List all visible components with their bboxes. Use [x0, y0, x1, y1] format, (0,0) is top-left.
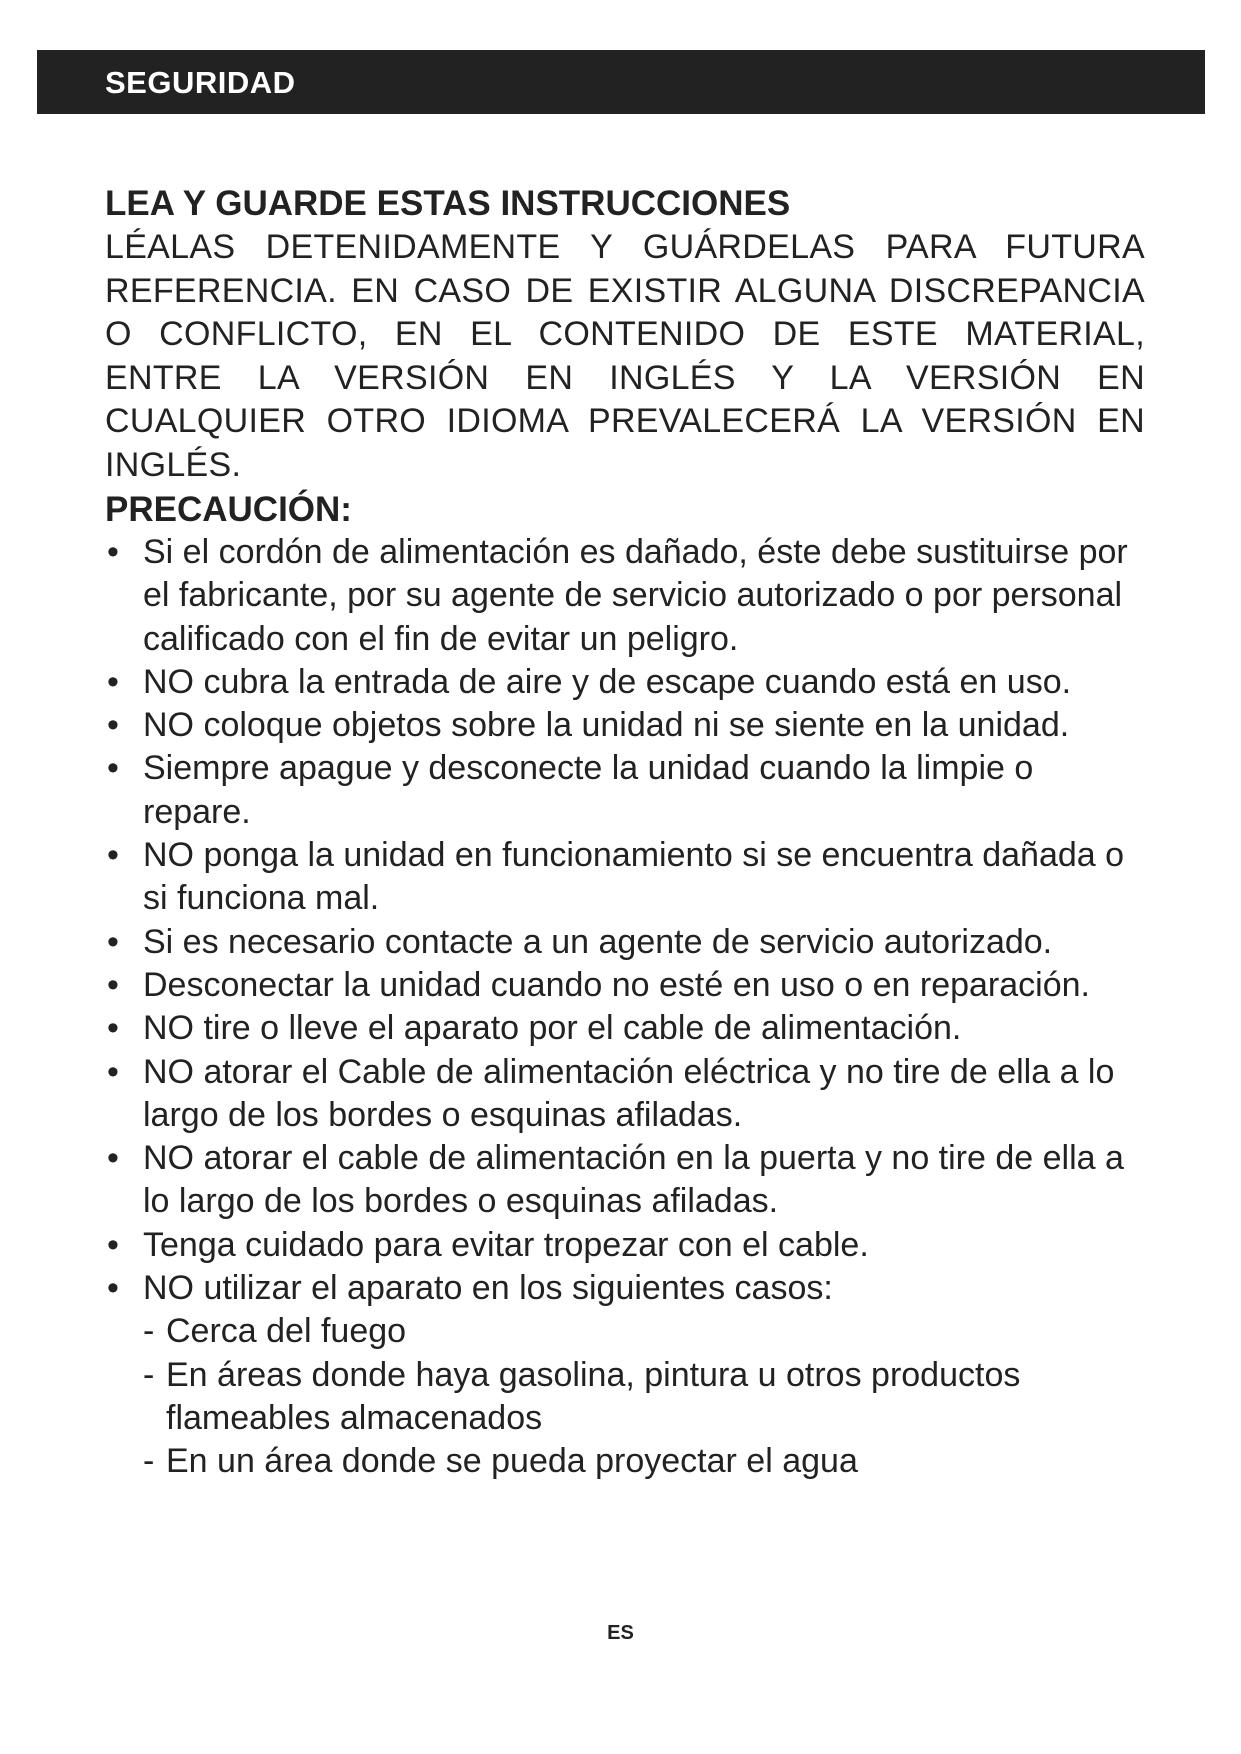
sub-list-item: [143, 1354, 1145, 1441]
bullet-icon: •: [107, 922, 119, 961]
dash-icon: -: [143, 1355, 155, 1394]
list-item: [105, 747, 1145, 834]
list-item-text: NO tire o lleve el aparato por el cable de alimentación.: [143, 1009, 962, 1048]
bullet-icon: •: [107, 836, 119, 875]
caution-list: [105, 531, 1145, 1484]
bullet-icon: •: [107, 1269, 119, 1308]
list-item: [105, 661, 1145, 704]
document-body: [105, 182, 1145, 1484]
list-item: [105, 921, 1145, 964]
caution-heading: PRECAUCIÓN:: [105, 490, 352, 529]
list-item: [105, 1137, 1145, 1224]
list-item-text: Desconectar la unidad cuando no esté en uso o en reparación.: [143, 965, 1090, 1004]
list-item: [105, 1051, 1145, 1138]
bullet-icon: •: [107, 1139, 119, 1178]
list-item-text: NO atorar el Cable de alimentación eléctrica y no tire de ella a lo largo de los bordes o esquinas afiladas.: [143, 1052, 1115, 1134]
list-item: [105, 964, 1145, 1007]
dash-icon: -: [143, 1312, 155, 1351]
list-item-text: NO cubra la entrada de aire y de escape cuando está en uso.: [143, 662, 1072, 701]
list-item: [105, 704, 1145, 747]
list-item-text: NO coloque objetos sobre la unidad ni se siente en la unidad.: [143, 706, 1070, 745]
sub-list-item-text: Cerca del fuego: [166, 1312, 407, 1351]
bullet-icon: •: [107, 533, 119, 571]
section-title: SEGURIDAD: [105, 65, 296, 100]
page-language-code: ES: [607, 1622, 634, 1644]
list-item: [105, 1267, 1145, 1483]
list-item: [105, 834, 1145, 921]
sub-list: [143, 1310, 1145, 1483]
bullet-icon: •: [107, 965, 119, 1004]
intro-paragraph: LÉALAS DETENIDAMENTE Y GUÁRDELAS PARA FUTURA REFERENCIA. EN CASO DE EXISTIR ALGUNA DISCREPANCIA O CONFLICTO, EN EL CONTENIDO DE ESTE MATERIAL, ENTRE LA VERSIÓN EN INGLÉS Y LA VERSIÓN EN CUALQUIER OTRO IDIOMA PREVALECERÁ LA VERSIÓN EN INGLÉS.: [105, 228, 1145, 484]
sub-list-item-text: En áreas donde haya gasolina, pintura u otros productos flameables almacenados: [166, 1355, 1021, 1437]
list-item: [105, 1224, 1145, 1267]
sub-list-item-text: En un área donde se pueda proyectar el agua: [166, 1442, 858, 1481]
section-header-bar: [37, 50, 1205, 114]
bullet-icon: •: [107, 662, 119, 701]
list-item-text: Si el cordón de alimentación es dañado, éste debe sustituirse por el fabricante, por su agente de servicio autorizado o por personal calificado con el fin de evitar un peligro.: [143, 533, 1128, 658]
bullet-icon: •: [107, 706, 119, 745]
list-item-text: NO atorar el cable de alimentación en la puerta y no tire de ella a lo largo de los bordes o esquinas afiladas.: [143, 1139, 1124, 1221]
sub-list-item: [143, 1440, 1145, 1483]
list-item-text: NO utilizar el aparato en los siguientes casos:: [143, 1269, 833, 1308]
sub-list-item: [143, 1310, 1145, 1353]
instructions-heading: LEA Y GUARDE ESTAS INSTRUCCIONES: [105, 184, 791, 223]
list-item: [105, 1007, 1145, 1050]
list-item-text: Tenga cuidado para evitar tropezar con el cable.: [143, 1225, 869, 1264]
bullet-icon: •: [107, 1225, 119, 1264]
bullet-icon: •: [107, 1052, 119, 1091]
list-item-text: Siempre apague y desconecte la unidad cuando la limpie o repare.: [143, 749, 1034, 831]
list-item: [105, 531, 1145, 661]
dash-icon: -: [143, 1442, 155, 1481]
bullet-icon: •: [107, 1009, 119, 1048]
bullet-icon: •: [107, 749, 119, 788]
list-item-text: Si es necesario contacte a un agente de servicio autorizado.: [143, 922, 1053, 961]
list-item-text: NO ponga la unidad en funcionamiento si se encuentra dañada o si funciona mal.: [143, 836, 1125, 918]
